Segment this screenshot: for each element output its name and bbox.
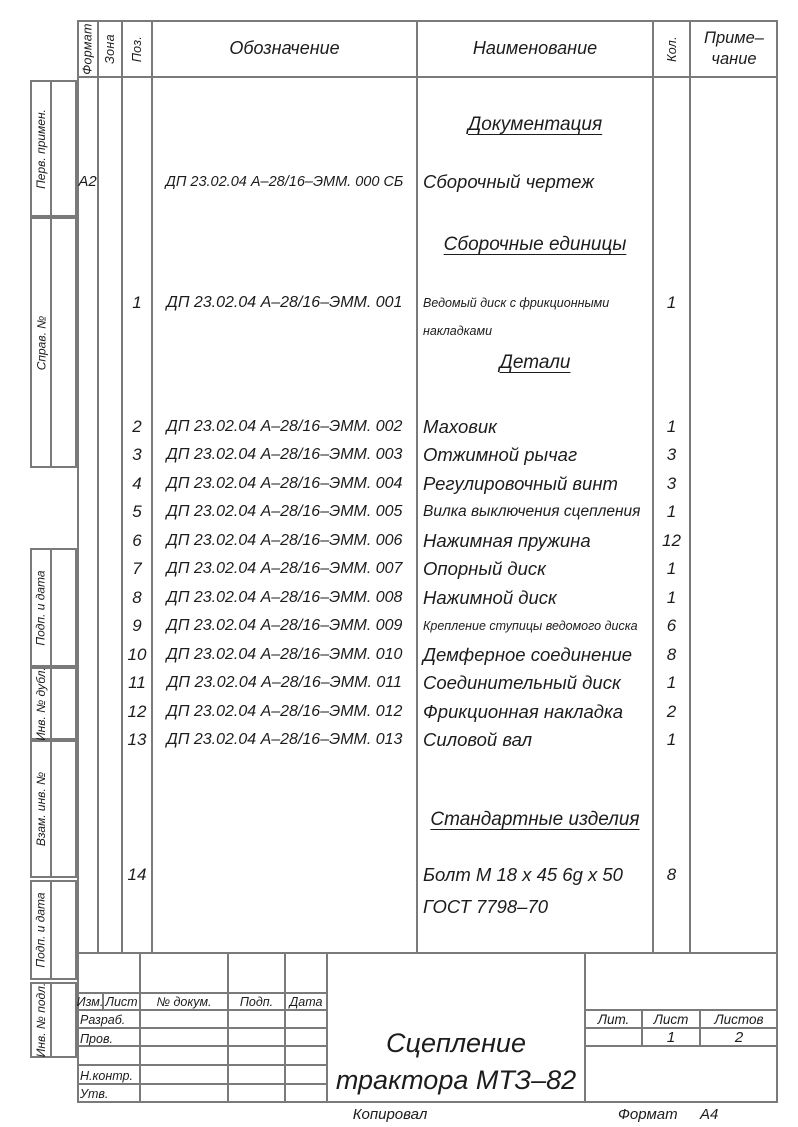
row-qty: 1 — [666, 673, 677, 692]
column-header-designation — [152, 20, 417, 77]
sign-label-razrab: Разраб. — [80, 1012, 126, 1027]
row-qty: 1 — [666, 502, 677, 521]
column-header-note-line2: чание — [711, 49, 757, 68]
row-designation: ДП 23.02.04 А–28/16–ЭММ. 007 — [166, 560, 403, 577]
row-qty: 6 — [666, 616, 677, 635]
column-header-qty-label: Кол. — [664, 35, 679, 62]
margin-box-label: Инв. № подл. — [34, 982, 48, 1058]
row-name: Болт М 18 х 45 6g х 50 — [423, 864, 623, 885]
section-header: Стандартные изделия — [430, 809, 640, 830]
lit-value — [585, 1028, 642, 1046]
row-name: Ведомый диск с фрикционными накладками — [423, 296, 610, 338]
row-designation: ДП 23.02.04 А–28/16–ЭММ. 013 — [166, 731, 403, 748]
margin-box-label: Перв. примен. — [34, 108, 49, 189]
row-qty: 1 — [666, 559, 677, 578]
rev-header-podp: Подп. — [239, 994, 274, 1009]
column-header-format — [77, 20, 98, 77]
document-title-line1: Сцепление — [386, 1028, 526, 1058]
margin-box — [30, 667, 77, 740]
section-header: Документация — [467, 114, 603, 135]
row-designation: ДП 23.02.04 А–28/16–ЭММ. 005 — [166, 503, 403, 520]
row-pos: 13 — [127, 730, 147, 749]
row-designation: ДП 23.02.04 А–28/16–ЭММ. 001 — [166, 294, 403, 311]
row-pos: 12 — [127, 702, 147, 721]
row-pos: 2 — [132, 417, 142, 436]
row-pos: 6 — [132, 531, 142, 550]
footer-copied: Копировал — [352, 1106, 428, 1123]
column-header-zone — [98, 20, 122, 77]
row-qty: 12 — [662, 531, 681, 550]
row-qty: 3 — [666, 474, 677, 493]
column-header-pos-label: Поз. — [129, 35, 144, 62]
margin-box-divider — [50, 82, 52, 215]
footer-format-value: А4 — [700, 1106, 719, 1123]
column-header-designation-label: Обозначение — [229, 38, 340, 58]
column-header-name — [417, 20, 653, 77]
margin-box — [30, 80, 77, 217]
margin-box-divider — [50, 882, 52, 978]
document-title-line2: трактора МТЗ–82 — [335, 1065, 577, 1095]
margin-box — [30, 740, 77, 878]
column-header-format-label: Формат — [80, 22, 95, 75]
sign-label-prov: Пров. — [80, 1031, 113, 1046]
sign-label-nkontr: Н.контр. — [80, 1068, 133, 1083]
section-header: Детали — [499, 352, 571, 373]
sheets-total: 2 — [734, 1028, 744, 1046]
row-name: Опорный диск — [423, 558, 546, 579]
row-name-line2: ГОСТ 7798–70 — [423, 896, 549, 917]
grid-line — [97, 20, 99, 953]
section-header: Сборочные единицы — [443, 234, 627, 255]
margin-box — [30, 880, 77, 980]
row-pos: 3 — [132, 445, 142, 464]
row-pos: 5 — [132, 502, 142, 521]
row-qty: 1 — [666, 730, 677, 749]
row-name: Сборочный чертеж — [423, 171, 594, 192]
sign-label-utv: Утв. — [80, 1086, 109, 1101]
sheets-label: Листов — [714, 1011, 764, 1027]
lit-label: Лит. — [597, 1011, 630, 1027]
sheet-label: Лист — [653, 1011, 689, 1027]
column-header-pos — [122, 20, 152, 77]
row-name: Регулировочный винт — [423, 473, 618, 494]
margin-box-label: Подп. и дата — [34, 892, 48, 968]
grid-line — [77, 952, 778, 954]
row-qty: 2 — [666, 702, 677, 721]
row-name: Нажимной диск — [423, 587, 557, 608]
row-qty: 1 — [666, 293, 677, 312]
row-format: А2 — [78, 173, 97, 190]
row-pos: 1 — [132, 293, 142, 312]
margin-box-divider — [50, 742, 52, 876]
row-pos: 4 — [132, 474, 142, 493]
rev-header-list: Лист — [105, 994, 138, 1009]
row-name: Крепление ступицы ведомого диска — [423, 619, 638, 633]
row-qty: 3 — [666, 445, 677, 464]
row-designation: ДП 23.02.04 А–28/16–ЭММ. 008 — [166, 589, 403, 606]
row-name: Вилка выключения сцепления — [423, 503, 641, 520]
margin-box — [30, 548, 77, 667]
row-designation: ДП 23.02.04 А–28/16–ЭММ. 000 СБ — [165, 174, 404, 190]
sign-label-blank — [80, 1047, 138, 1066]
row-designation: ДП 23.02.04 А–28/16–ЭММ. 012 — [166, 703, 403, 720]
row-designation: ДП 23.02.04 А–28/16–ЭММ. 003 — [166, 446, 403, 463]
row-pos: 14 — [127, 865, 147, 884]
row-pos: 11 — [128, 673, 146, 692]
row-qty: 8 — [666, 865, 677, 884]
margin-box-divider — [50, 984, 52, 1056]
row-pos: 8 — [132, 588, 142, 607]
margin-box-divider — [50, 550, 52, 665]
column-header-note — [690, 20, 778, 77]
sheet-number: 1 — [666, 1028, 676, 1046]
row-name: Соединительный диск — [423, 672, 621, 693]
row-qty: 8 — [666, 645, 677, 664]
margin-box-label: Справ. № — [34, 315, 49, 370]
column-header-note-line1: Приме– — [704, 28, 764, 47]
column-header-qty — [653, 20, 690, 77]
margin-box — [30, 982, 77, 1058]
row-qty: 1 — [666, 588, 677, 607]
row-name: Фрикционная накладка — [423, 701, 624, 722]
margin-box-label: Инв. № дубл. — [34, 666, 48, 741]
row-pos: 7 — [132, 559, 142, 578]
margin-box — [30, 217, 77, 468]
row-name: Демферное соединение — [423, 644, 633, 665]
margin-box-divider — [50, 219, 52, 466]
margin-box-label: Подп. и дата — [34, 569, 48, 646]
row-designation: ДП 23.02.04 А–28/16–ЭММ. 006 — [166, 532, 403, 549]
row-name: Силовой вал — [423, 729, 533, 750]
rev-header-docnum: № докум. — [156, 994, 212, 1009]
row-designation: ДП 23.02.04 А–28/16–ЭММ. 011 — [167, 674, 402, 691]
row-pos: 9 — [132, 616, 142, 635]
column-header-zone-label: Зона — [103, 33, 117, 64]
margin-box-divider — [50, 669, 52, 738]
row-designation: ДП 23.02.04 А–28/16–ЭММ. 009 — [166, 617, 403, 634]
row-designation: ДП 23.02.04 А–28/16–ЭММ. 002 — [166, 418, 403, 435]
row-name: Нажимная пружина — [423, 530, 591, 551]
margin-box-label: Взам. инв. № — [34, 771, 49, 847]
row-designation: ДП 23.02.04 А–28/16–ЭММ. 004 — [166, 475, 403, 492]
row-pos: 10 — [127, 645, 147, 664]
row-qty: 1 — [666, 417, 677, 436]
rev-header-data: Дата — [289, 994, 323, 1009]
footer-format-label: Формат — [618, 1106, 678, 1123]
row-designation: ДП 23.02.04 А–28/16–ЭММ. 010 — [166, 646, 403, 663]
column-header-name-label: Наименование — [472, 38, 598, 58]
rev-header-izm: Изм. — [76, 994, 104, 1009]
row-name: Отжимной рычаг — [423, 444, 578, 465]
row-name: Маховик — [423, 416, 497, 437]
